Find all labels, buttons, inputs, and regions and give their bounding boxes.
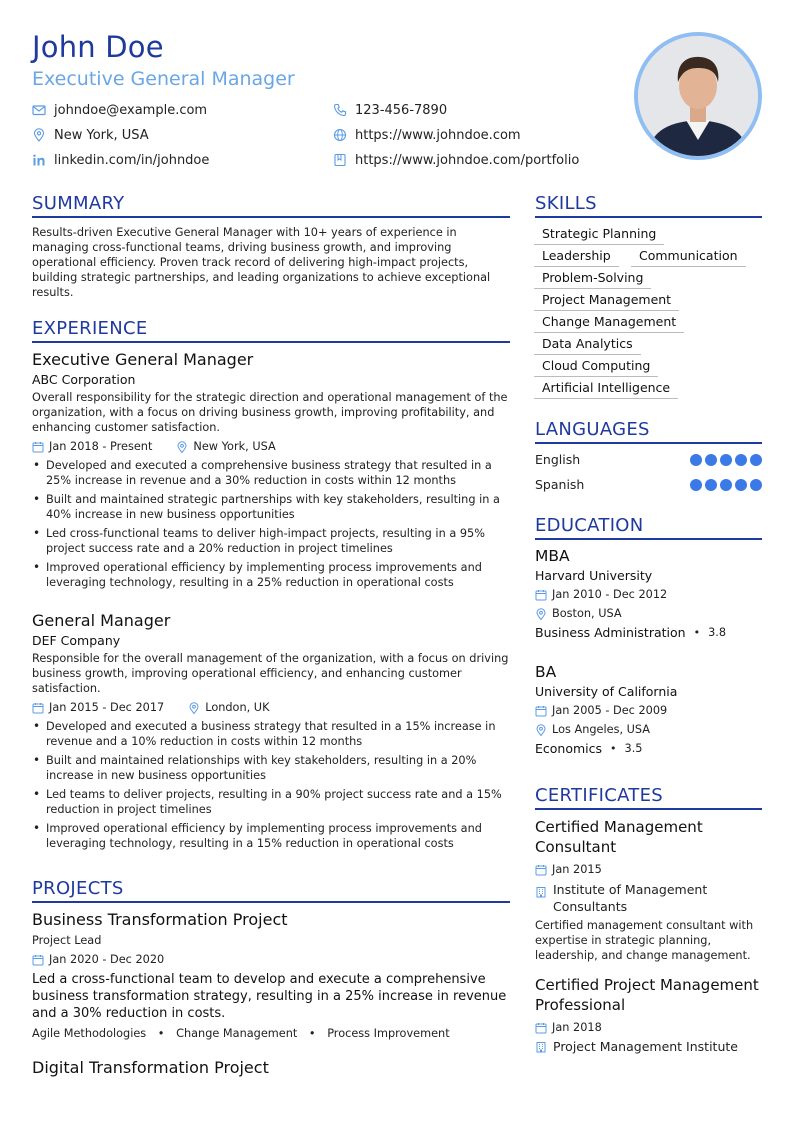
project-role: Project Lead — [32, 934, 102, 947]
phone-icon — [333, 103, 347, 117]
education-entry — [535, 547, 762, 640]
job-description: Responsible for the overall management of the organization, with a focus on driving business growth, improving operational efficiency, and enhancing customer satisfaction. — [32, 652, 509, 695]
tag-separator: • — [157, 1027, 165, 1040]
list-item: • Built and maintained strategic partnerships with key stakeholders, resulting in a 40% increase in new business opportunities — [32, 492, 510, 522]
job-title: Executive General Manager — [32, 350, 254, 369]
proficiency-dot — [720, 479, 732, 491]
email-text: johndoe@example.com — [54, 102, 208, 118]
education-dates: Jan 2005 - Dec 2009 — [535, 703, 762, 718]
job-description: Overall responsibility for the strategic direction and operational management of the organization, with a focus on driving business growth, improving profitability, and enhancing customer satisfaction. — [32, 391, 508, 434]
certificate-entry — [535, 817, 762, 963]
list-item: • Led teams to deliver projects, resulting in a 90% project success rate and a 15% reduction in project timelines — [32, 787, 510, 817]
resume-job-title: Executive General Manager — [32, 68, 295, 90]
contact-location — [32, 126, 149, 144]
linkedin-icon — [32, 153, 46, 167]
summary-text: Results-driven Executive General Manager with 10+ years of experience in managing cross-functional teams, driving business growth, and improving operational efficiency. Proven track record of delivering high-impact projects, building strategic partnerships, and leading organizations to achieve exceptional results. — [32, 226, 491, 299]
experience-entry — [32, 611, 510, 855]
field-of-study: Economics — [535, 741, 603, 756]
job-title: General Manager — [32, 611, 171, 630]
language-level — [690, 479, 762, 491]
project-entry — [32, 910, 510, 1040]
calendar-icon — [535, 589, 547, 601]
certificate-date: Jan 2018 — [535, 1020, 762, 1035]
calendar-icon — [535, 705, 547, 717]
list-item: • Developed and executed a comprehensive business strategy that resulted in a 25% increase in revenue and a 30% reduction in costs within 12 months — [32, 458, 510, 488]
skill-tag: Project Management — [534, 292, 679, 311]
separator: • — [693, 626, 701, 639]
proficiency-dot — [690, 479, 702, 491]
education-entry — [535, 663, 762, 756]
education-location: Boston, USA — [535, 606, 762, 621]
contact-email[interactable] — [32, 101, 207, 119]
map-pin-icon — [176, 441, 188, 453]
certificate-date: Jan 2015 — [535, 862, 762, 877]
resume-name: John Doe — [32, 30, 164, 64]
school-name: Harvard University — [535, 568, 653, 583]
calendar-icon — [32, 441, 44, 453]
tag: Change Management — [176, 1027, 298, 1040]
proficiency-dot — [750, 454, 762, 466]
skill-tag: Cloud Computing — [534, 358, 658, 377]
avatar-illustration — [638, 36, 758, 156]
proficiency-dot — [720, 454, 732, 466]
languages-divider — [535, 442, 762, 444]
list-item: • Improved operational efficiency by implementing process improvements and leveraging technology, resulting in a 25% reduction in operational costs — [32, 560, 510, 590]
projects-divider — [32, 901, 510, 903]
proficiency-dot — [705, 479, 717, 491]
project-description: Led a cross-functional team to develop and execute a comprehensive business transformation strategy, resulting in a 25% increase in revenue and a 30% reduction in costs. — [32, 972, 507, 1021]
gpa: 3.5 — [624, 742, 643, 755]
certificates-divider — [535, 808, 762, 810]
certificates-heading: CERTIFICATES — [535, 785, 663, 806]
project-title: Digital Transformation Project — [32, 1058, 269, 1077]
envelope-icon — [32, 103, 46, 117]
skill-tag: Data Analytics — [534, 336, 641, 355]
company-name: DEF Company — [32, 633, 121, 648]
project-tags — [32, 1027, 510, 1040]
map-pin-icon — [535, 724, 547, 736]
projects-heading: PROJECTS — [32, 878, 124, 899]
map-pin-icon — [535, 608, 547, 620]
summary-divider — [32, 216, 510, 218]
certificate-issuer: Institute of Management Consultants — [535, 881, 762, 915]
tag: Agile Methodologies — [32, 1027, 147, 1040]
separator: • — [610, 742, 617, 755]
building-icon — [535, 1041, 547, 1053]
education-divider — [535, 538, 762, 540]
project-title: Business Transformation Project — [32, 910, 288, 929]
tag: Process Improvement — [327, 1027, 450, 1040]
field-of-study: Business Administration — [535, 625, 686, 640]
portfolio-link: https://www.johndoe.com/portfolio — [355, 152, 580, 168]
bookmark-icon — [333, 153, 347, 167]
proficiency-dot — [735, 479, 747, 491]
skills-heading: SKILLS — [535, 193, 597, 214]
certificate-title: Certified Management Consultant — [535, 818, 703, 856]
map-pin-icon — [32, 128, 46, 142]
project-dates: Jan 2020 - Dec 2020 — [32, 952, 510, 967]
job-dates: Jan 2015 - Dec 2017 — [32, 700, 164, 715]
skill-tag: Problem-Solving — [534, 270, 651, 289]
experience-divider — [32, 341, 510, 343]
language-name: English — [535, 452, 581, 467]
proficiency-dot — [690, 454, 702, 466]
globe-icon — [333, 128, 347, 142]
list-item: • Improved operational efficiency by implementing process improvements and leveraging technology, resulting in a 15% reduction in operational costs — [32, 821, 510, 851]
education-location: Los Angeles, USA — [535, 722, 762, 737]
job-location: New York, USA — [176, 439, 275, 454]
calendar-icon — [32, 954, 44, 966]
degree: MBA — [535, 547, 570, 565]
education-heading: EDUCATION — [535, 515, 644, 536]
certificate-entry — [535, 975, 762, 1054]
list-item: • Built and maintained relationships with key stakeholders, resulting in a 20% increase in new business opportunities — [32, 753, 510, 783]
job-dates: Jan 2018 - Present — [32, 439, 152, 454]
contact-portfolio[interactable] — [333, 151, 579, 169]
list-item: • Led cross-functional teams to deliver high-impact projects, resulting in a 95% project success rate and a 20% reduction in project timelines — [32, 526, 510, 556]
profile-photo — [634, 32, 762, 160]
tag-separator: • — [308, 1027, 316, 1040]
linkedin-text: linkedin.com/in/johndoe — [54, 152, 210, 168]
company-name: ABC Corporation — [32, 372, 136, 387]
experience-entry — [32, 350, 510, 594]
education-dates: Jan 2010 - Dec 2012 — [535, 587, 762, 602]
skill-tag: Artificial Intelligence — [534, 380, 678, 399]
proficiency-dot — [705, 454, 717, 466]
skills-divider — [535, 216, 762, 218]
contact-phone[interactable] — [333, 101, 447, 119]
gpa: 3.8 — [708, 626, 727, 639]
calendar-icon — [32, 702, 44, 714]
certificate-issuer: Project Management Institute — [535, 1039, 762, 1054]
certificate-description: Certified management consultant with expertise in strategic planning, leadership, and change management. — [535, 919, 754, 962]
building-icon — [535, 886, 547, 898]
degree: BA — [535, 663, 557, 681]
calendar-icon — [535, 1022, 547, 1034]
language-level — [690, 454, 762, 466]
summary-heading: SUMMARY — [32, 193, 125, 214]
job-location: London, UK — [188, 700, 269, 715]
contact-website[interactable] — [333, 126, 521, 144]
skill-tag: Leadership — [534, 248, 619, 267]
skill-tag: Change Management — [534, 314, 684, 333]
contact-linkedin[interactable] — [32, 151, 209, 169]
phone-text: 123-456-7890 — [355, 102, 448, 118]
experience-heading: EXPERIENCE — [32, 318, 148, 339]
job-achievements — [32, 458, 510, 590]
website-link: https://www.johndoe.com — [355, 127, 521, 143]
skill-tag: Strategic Planning — [534, 226, 664, 245]
proficiency-dot — [735, 454, 747, 466]
list-item: • Developed and executed a business strategy that resulted in a 15% increase in revenue and a 10% reduction in costs within 12 months — [32, 719, 510, 749]
language-name: Spanish — [535, 477, 585, 492]
skill-tag: Communication — [631, 248, 746, 267]
calendar-icon — [535, 864, 547, 876]
language-row — [535, 452, 762, 467]
school-name: University of California — [535, 684, 678, 699]
languages-heading: LANGUAGES — [535, 419, 650, 440]
location-text: New York, USA — [54, 127, 149, 143]
map-pin-icon — [188, 702, 200, 714]
language-row — [535, 477, 762, 492]
job-achievements — [32, 719, 510, 851]
certificate-title: Certified Project Management Professional — [535, 976, 759, 1014]
proficiency-dot — [750, 479, 762, 491]
